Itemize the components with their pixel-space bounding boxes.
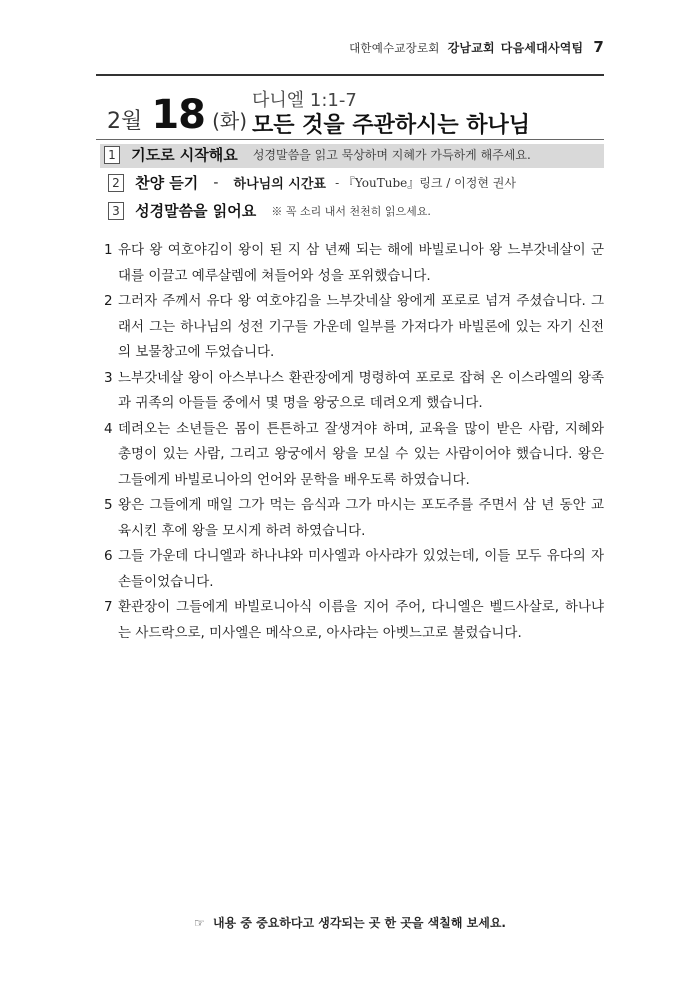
- step-prayer: [100, 144, 604, 168]
- date-block: [107, 92, 248, 138]
- footer-text: 내용 중 중요하다고 생각되는 곳 한 곳을 색칠해 보세요.: [212, 916, 506, 930]
- step-reading: [104, 200, 604, 224]
- verse-text: 왕은 그들에게 매일 그가 먹는 음식과 그가 마시는 포도주를 주면서 삼 년 동안 교육시킨 후에 왕을 모시게 하려 하였습니다.: [118, 497, 604, 539]
- step-separator: -: [213, 174, 219, 191]
- verse-number: 7: [104, 599, 113, 615]
- verse-text: 그러자 주께서 유다 왕 여호야김을 느부갓네살 왕에게 포로로 넘겨 주셨습니다. 그래서 그는 하나님의 성전 기구들 가운데 일부를 가져다가 바빌론에 있는 자기 신전의 보물창고에 두었습니다.: [118, 293, 604, 360]
- verse-text: 환관장이 그들에게 바빌로니아식 이름을 지어 주어, 다니엘은 벨드사살로, 하나냐는 사드락으로, 미사엘은 메삭으로, 아사랴는 아벳느고로 불렀습니다.: [118, 599, 604, 641]
- church-label: 강남교회: [447, 41, 495, 55]
- step-name: 기도로 시작해요: [131, 146, 238, 164]
- verse-text: 유다 왕 여호야김이 왕이 된 지 삼 년째 되는 해에 바빌로니아 왕 느부갓네살이 군대를 이끌고 예루살렘에 쳐들어와 성을 포위했습니다.: [118, 242, 604, 284]
- youtube-link[interactable]: - 『YouTube』링크 / 이정현 권사: [335, 176, 516, 190]
- verse: [104, 238, 604, 289]
- step-name: 성경말씀을 읽어요: [135, 202, 257, 220]
- date-weekday: (화): [212, 109, 248, 133]
- date-month: 2월: [107, 109, 143, 134]
- verse-number: 5: [104, 497, 113, 513]
- song-title: 하나님의 시간표: [233, 177, 326, 192]
- denomination-label: 대한예수교장로회: [349, 41, 440, 55]
- verse-text: 그들 가운데 다니엘과 하나냐와 미사엘과 아사랴가 있었는데, 이들 모두 유다의 자손들이었습니다.: [118, 548, 604, 590]
- verse-number: 3: [104, 369, 113, 386]
- verse-text: 느부갓네살 왕이 아스부나스 환관장에게 명령하여 포로로 잡혀 온 이스라엘의 왕족과 귀족의 아들들 중에서 몇 명을 왕궁으로 데려오게 했습니다.: [118, 369, 604, 411]
- verse-number: 4: [104, 420, 113, 437]
- page-number: 7: [593, 38, 604, 56]
- team-label: 다음세대사역팀: [500, 41, 584, 55]
- verse-text: 데려오는 소년들은 몸이 튼튼하고 잘생겨야 하며, 교육을 많이 받은 사람, 지혜와 총명이 있는 사람, 그리고 왕궁에서 왕을 모실 수 있는 사람이어야 했습니다. 왕은 그들에게 바빌로니아의 언어와 문학을 배우도록 하였습니다.: [118, 420, 604, 488]
- title-divider: [96, 139, 604, 140]
- step-note: ※ 꼭 소리 내서 천천히 읽으세요.: [271, 204, 431, 218]
- step-number: 3: [108, 202, 124, 220]
- verse: [104, 493, 604, 544]
- page-title: 모든 것을 주관하시는 하나님: [252, 113, 531, 138]
- footer-instruction: [0, 914, 700, 931]
- verse: [104, 366, 604, 417]
- scripture-reference: 다니엘 1:1-7: [252, 90, 357, 111]
- step-number: 1: [104, 146, 120, 164]
- step-description: 성경말씀을 읽고 묵상하며 지혜가 가득하게 해주세요.: [252, 148, 531, 162]
- step-number: 2: [108, 174, 124, 192]
- pointing-hand-icon: ☞: [194, 916, 205, 930]
- verse: [104, 417, 604, 494]
- page-header: [349, 38, 604, 56]
- header-divider: [96, 74, 604, 76]
- step-name: 찬양 듣기: [135, 174, 199, 192]
- date-day: 18: [151, 92, 206, 138]
- verse-number: 1: [104, 242, 113, 258]
- verse-number: 2: [104, 293, 113, 309]
- verse-number: 6: [104, 548, 113, 564]
- step-praise: [104, 172, 604, 196]
- scripture-passage: [104, 238, 604, 646]
- verse: [104, 544, 604, 595]
- verse: [104, 289, 604, 366]
- verse: [104, 595, 604, 646]
